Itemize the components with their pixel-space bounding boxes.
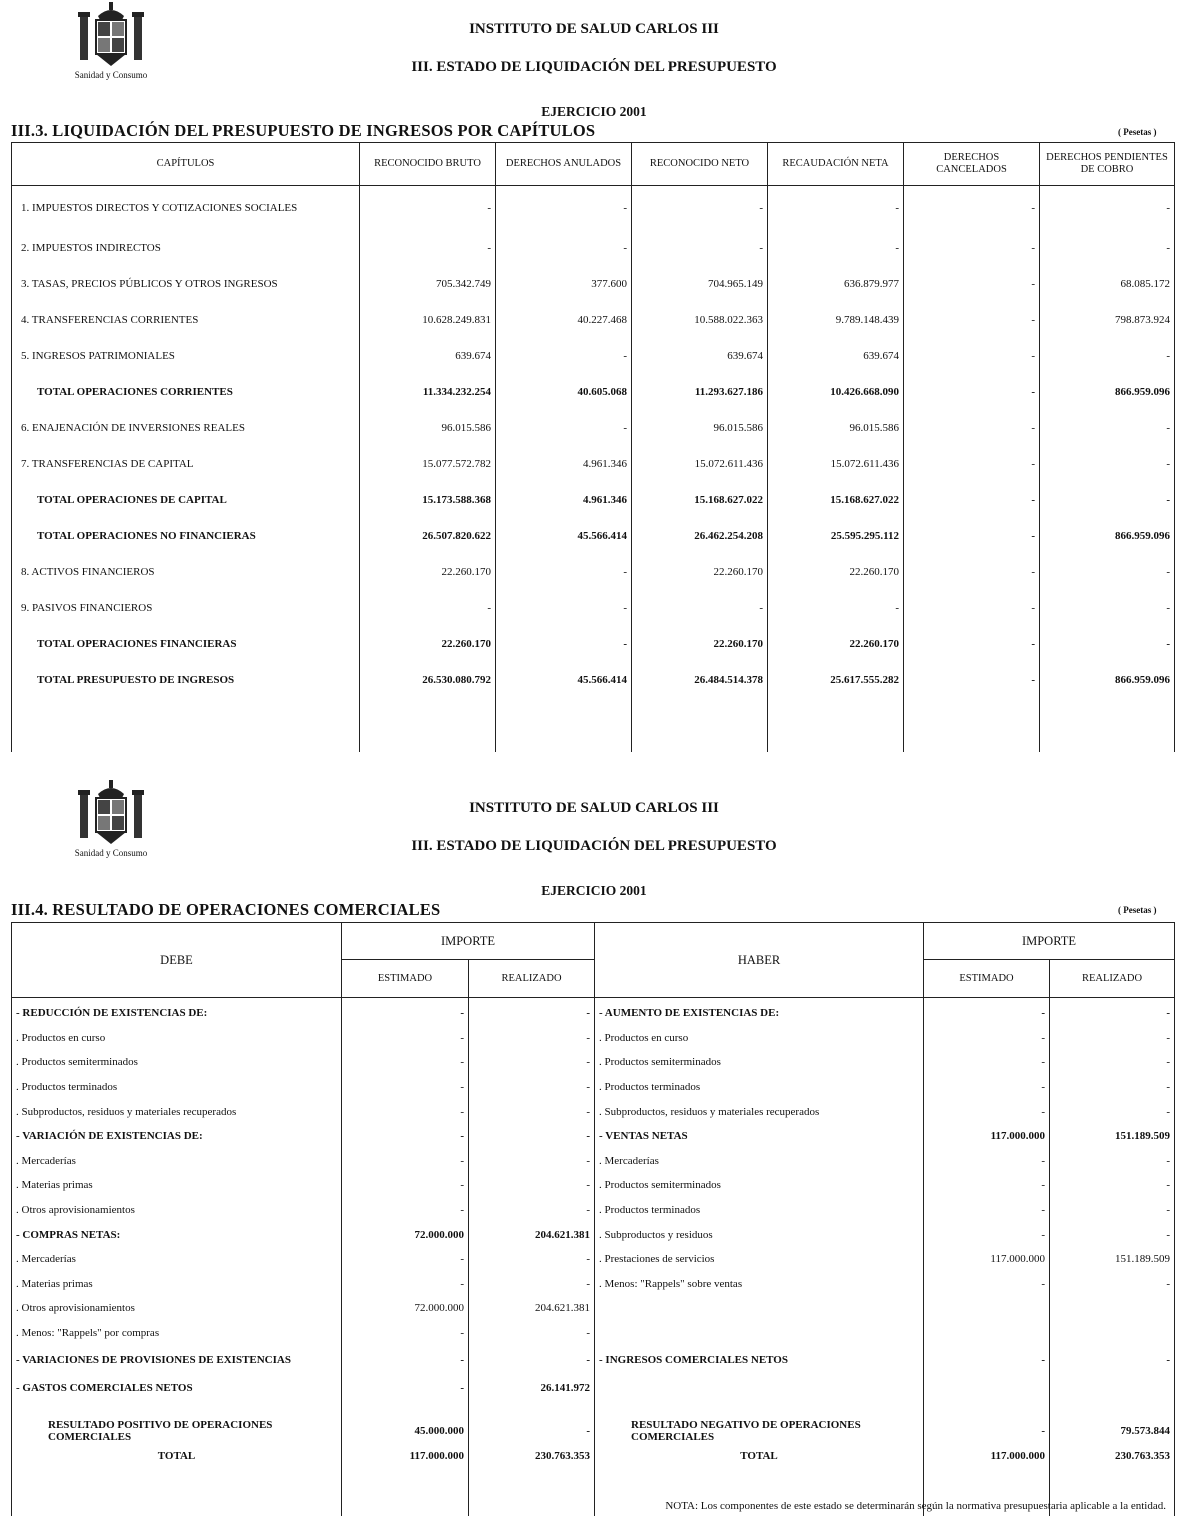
haber-estimado: 117.000.000 [924, 1124, 1050, 1149]
empty-cell [342, 1400, 469, 1412]
cell-neto: 704.965.149 [632, 266, 768, 302]
haber-estimado: - [924, 998, 1050, 1026]
cell-bruto: 26.530.080.792 [360, 662, 496, 698]
row-label: TOTAL OPERACIONES FINANCIERAS [12, 626, 360, 662]
cell-neto: 22.260.170 [632, 554, 768, 590]
cell-anulados: - [496, 590, 632, 626]
haber-realizado: - [1050, 1222, 1175, 1247]
cell-recaudacion: - [768, 590, 904, 626]
cell-neto: 26.462.254.208 [632, 518, 768, 554]
debe-realizado: - [469, 1198, 595, 1223]
haber-realizado: - [1050, 1345, 1175, 1375]
haber-label: - VENTAS NETAS [595, 1124, 924, 1149]
cell-recaudacion: - [768, 230, 904, 266]
row-label: 7. TRANSFERENCIAS DE CAPITAL [12, 446, 360, 482]
table-row [12, 482, 1175, 518]
cell-cancelados: - [904, 662, 1040, 698]
debe-label: . Productos semiterminados [12, 1050, 342, 1075]
cell-anulados: 377.600 [496, 266, 632, 302]
cell-anulados: - [496, 554, 632, 590]
cell-cancelados: - [904, 374, 1040, 410]
table-row [12, 1321, 1175, 1346]
col-header: CAPÍTULOS [12, 143, 360, 186]
cell-bruto: 15.077.572.782 [360, 446, 496, 482]
cell-neto: 26.484.514.378 [632, 662, 768, 698]
table-row [12, 1345, 1175, 1375]
debe-estimado: - [342, 1075, 469, 1100]
row-label: 8. ACTIVOS FINANCIEROS [12, 554, 360, 590]
debe-estimado: - [342, 1198, 469, 1223]
haber-label: . Prestaciones de servicios [595, 1247, 924, 1272]
debe-label: - COMPRAS NETAS: [12, 1222, 342, 1247]
cell-bruto: 96.015.586 [360, 410, 496, 446]
cell-anulados: 40.227.468 [496, 302, 632, 338]
table-row [12, 554, 1175, 590]
debe-label: . Productos en curso [12, 1026, 342, 1051]
table-row [12, 186, 1175, 231]
debe-realizado: - [469, 998, 595, 1026]
col-header: RECONOCIDO BRUTO [360, 143, 496, 186]
haber-estimado: - [924, 1272, 1050, 1297]
cell-bruto: - [360, 590, 496, 626]
row-label: 2. IMPUESTOS INDIRECTOS [12, 230, 360, 266]
cell-anulados: - [496, 410, 632, 446]
debe-estimado: - [342, 1321, 469, 1346]
debe-label: - REDUCCIÓN DE EXISTENCIAS DE: [12, 998, 342, 1026]
institute-title: INSTITUTO DE SALUD CARLOS III [469, 21, 719, 37]
debe-label: TOTAL [12, 1450, 342, 1470]
haber-label: - INGRESOS COMERCIALES NETOS [595, 1345, 924, 1375]
row-label: TOTAL OPERACIONES NO FINANCIERAS [12, 518, 360, 554]
table-row [12, 1296, 1175, 1321]
cell-cancelados: - [904, 302, 1040, 338]
cell-recaudacion: 22.260.170 [768, 554, 904, 590]
debe-estimado: - [342, 1272, 469, 1297]
cell-pendientes: - [1040, 446, 1175, 482]
debe-estimado: - [342, 1026, 469, 1051]
empty-cell [469, 1400, 595, 1412]
haber-label: . Productos semiterminados [595, 1173, 924, 1198]
empty-cell [924, 1400, 1050, 1412]
spacer-row [12, 1400, 1175, 1412]
cell-pendientes: 866.959.096 [1040, 662, 1175, 698]
cell-cancelados: - [904, 338, 1040, 374]
cell-neto: 15.072.611.436 [632, 446, 768, 482]
debe-label: - VARIACIÓN DE EXISTENCIAS DE: [12, 1124, 342, 1149]
haber-label: TOTAL [595, 1450, 924, 1470]
haber-estimado: - [924, 1412, 1050, 1450]
empty-cell [12, 698, 360, 752]
col-header: DERECHOS PENDIENTES DE COBRO [1040, 143, 1175, 186]
haber-realizado: - [1050, 1149, 1175, 1174]
haber-estimado: - [924, 1198, 1050, 1223]
debe-estimado: - [342, 1050, 469, 1075]
logo-caption: Sanidad y Consumo [74, 70, 148, 80]
haber-estimado: 117.000.000 [924, 1450, 1050, 1470]
row-label: TOTAL OPERACIONES CORRIENTES [12, 374, 360, 410]
cell-pendientes: - [1040, 410, 1175, 446]
haber-label [595, 1375, 924, 1400]
haber-label: . Productos terminados [595, 1075, 924, 1100]
haber-estimado: - [924, 1149, 1050, 1174]
row-label: 3. TASAS, PRECIOS PÚBLICOS Y OTROS INGRESOS [12, 266, 360, 302]
table-row [12, 590, 1175, 626]
haber-realizado: - [1050, 1173, 1175, 1198]
haber-label: . Mercaderías [595, 1149, 924, 1174]
col-header: RECONOCIDO NETO [632, 143, 768, 186]
haber-estimado: - [924, 1075, 1050, 1100]
table-row [12, 1375, 1175, 1400]
empty-cell [904, 698, 1040, 752]
haber-realizado [1050, 1321, 1175, 1346]
debe-label: . Otros aprovisionamientos [12, 1296, 342, 1321]
cell-pendientes: - [1040, 230, 1175, 266]
cell-bruto: 705.342.749 [360, 266, 496, 302]
cell-anulados: - [496, 230, 632, 266]
exercise-year: EJERCICIO 2001 [541, 104, 647, 119]
cell-cancelados: - [904, 482, 1040, 518]
table-row [12, 338, 1175, 374]
cell-recaudacion: 639.674 [768, 338, 904, 374]
footnote: NOTA: Los componentes de este estado se determinarán según la normativa presupuestaria aplicable a la entidad. [665, 1500, 1166, 1512]
table-row [12, 1026, 1175, 1051]
debe-estimado: 45.000.000 [342, 1412, 469, 1450]
debe-estimado: - [342, 1375, 469, 1400]
debe-realizado: - [469, 1099, 595, 1124]
table-row [12, 1222, 1175, 1247]
haber-estimado [924, 1321, 1050, 1346]
realizado-header: REALIZADO [469, 960, 595, 998]
table-row [12, 518, 1175, 554]
haber-realizado: 151.189.509 [1050, 1124, 1175, 1149]
cell-cancelados: - [904, 554, 1040, 590]
cell-anulados: 45.566.414 [496, 662, 632, 698]
haber-label: . Productos en curso [595, 1026, 924, 1051]
haber-label: . Productos semiterminados [595, 1050, 924, 1075]
debe-estimado: - [342, 1099, 469, 1124]
debe-realizado: 26.141.972 [469, 1375, 595, 1400]
income-by-chapters-table [11, 142, 1175, 752]
empty-cell [1040, 698, 1175, 752]
cell-bruto: 15.173.588.368 [360, 482, 496, 518]
cell-anulados: 4.961.346 [496, 482, 632, 518]
haber-label: . Subproductos y residuos [595, 1222, 924, 1247]
cell-neto: 11.293.627.186 [632, 374, 768, 410]
cell-recaudacion: 15.168.627.022 [768, 482, 904, 518]
table-row [12, 1173, 1175, 1198]
cell-anulados: 4.961.346 [496, 446, 632, 482]
cell-anulados: 45.566.414 [496, 518, 632, 554]
empty-cell [469, 1470, 595, 1516]
cell-bruto: - [360, 230, 496, 266]
cell-cancelados: - [904, 626, 1040, 662]
cell-anulados: 40.605.068 [496, 374, 632, 410]
haber-estimado: - [924, 1173, 1050, 1198]
cell-bruto: 10.628.249.831 [360, 302, 496, 338]
cell-recaudacion: 25.595.295.112 [768, 518, 904, 554]
haber-estimado: - [924, 1026, 1050, 1051]
debe-label: . Subproductos, residuos y materiales recuperados [12, 1099, 342, 1124]
table-row [12, 1050, 1175, 1075]
debe-estimado: - [342, 1173, 469, 1198]
commercial-operations-table [11, 922, 1175, 1516]
exercise-year-2: EJERCICIO 2001 [541, 883, 647, 898]
cell-cancelados: - [904, 230, 1040, 266]
importe-header-haber: IMPORTE [924, 923, 1175, 960]
haber-estimado: - [924, 1222, 1050, 1247]
estimado-header: ESTIMADO [924, 960, 1050, 998]
cell-recaudacion: 10.426.668.090 [768, 374, 904, 410]
empty-cell [595, 1400, 924, 1412]
haber-estimado [924, 1375, 1050, 1400]
cell-recaudacion: 9.789.148.439 [768, 302, 904, 338]
debe-label: . Otros aprovisionamientos [12, 1198, 342, 1223]
empty-cell [768, 698, 904, 752]
currency-unit: ( Pesetas ) [1118, 127, 1157, 137]
haber-estimado [924, 1296, 1050, 1321]
table-row [12, 1149, 1175, 1174]
cell-cancelados: - [904, 590, 1040, 626]
debe-realizado: - [469, 1026, 595, 1051]
table-row [12, 1450, 1175, 1470]
cell-pendientes: - [1040, 626, 1175, 662]
cell-recaudacion: 15.072.611.436 [768, 446, 904, 482]
cell-neto: 22.260.170 [632, 626, 768, 662]
row-label: 4. TRANSFERENCIAS CORRIENTES [12, 302, 360, 338]
table-row [12, 1124, 1175, 1149]
haber-realizado: - [1050, 1272, 1175, 1297]
haber-estimado: - [924, 1050, 1050, 1075]
haber-estimado: - [924, 1345, 1050, 1375]
haber-label [595, 1321, 924, 1346]
debe-estimado: - [342, 1149, 469, 1174]
cell-recaudacion: 25.617.555.282 [768, 662, 904, 698]
cell-recaudacion: 22.260.170 [768, 626, 904, 662]
cell-bruto: 11.334.232.254 [360, 374, 496, 410]
haber-label [595, 1296, 924, 1321]
row-label: 1. IMPUESTOS DIRECTOS Y COTIZACIONES SOCIALES [12, 186, 360, 231]
haber-realizado: - [1050, 1099, 1175, 1124]
debe-header: DEBE [12, 923, 342, 998]
haber-label: . Productos terminados [595, 1198, 924, 1223]
importe-header-debe: IMPORTE [342, 923, 595, 960]
institute-title-2: INSTITUTO DE SALUD CARLOS III [469, 800, 719, 816]
debe-label: - VARIACIONES DE PROVISIONES DE EXISTENCIAS [12, 1345, 342, 1375]
haber-realizado [1050, 1296, 1175, 1321]
empty-cell [496, 698, 632, 752]
debe-label: . Productos terminados [12, 1075, 342, 1100]
haber-estimado: 117.000.000 [924, 1247, 1050, 1272]
empty-cell [12, 1400, 342, 1412]
table-row [12, 374, 1175, 410]
table-row [12, 1412, 1175, 1450]
cell-recaudacion: - [768, 186, 904, 231]
cell-anulados: - [496, 626, 632, 662]
debe-realizado: - [469, 1247, 595, 1272]
cell-cancelados: - [904, 518, 1040, 554]
debe-label: . Materias primas [12, 1272, 342, 1297]
empty-cell [342, 1470, 469, 1516]
haber-realizado: 230.763.353 [1050, 1450, 1175, 1470]
section-title-2: III.4. RESULTADO DE OPERACIONES COMERCIALES [11, 900, 441, 919]
debe-estimado: - [342, 998, 469, 1026]
table-row [12, 1272, 1175, 1297]
debe-realizado: 230.763.353 [469, 1450, 595, 1470]
cell-neto: - [632, 186, 768, 231]
debe-label: RESULTADO POSITIVO DE OPERACIONES COMERCIALES [12, 1412, 342, 1450]
cell-cancelados: - [904, 446, 1040, 482]
logo-caption: Sanidad y Consumo [74, 848, 148, 858]
table-row [12, 626, 1175, 662]
haber-header: HABER [595, 923, 924, 998]
cell-bruto: - [360, 186, 496, 231]
cell-anulados: - [496, 338, 632, 374]
cell-pendientes: 866.959.096 [1040, 374, 1175, 410]
cell-anulados: - [496, 186, 632, 231]
estimado-header: ESTIMADO [342, 960, 469, 998]
cell-recaudacion: 636.879.977 [768, 266, 904, 302]
cell-pendientes: - [1040, 554, 1175, 590]
haber-label: - AUMENTO DE EXISTENCIAS DE: [595, 998, 924, 1026]
debe-realizado: - [469, 1412, 595, 1450]
realizado-header: REALIZADO [1050, 960, 1175, 998]
haber-label: RESULTADO NEGATIVO DE OPERACIONES COMERCIALES [595, 1412, 924, 1450]
haber-realizado: 151.189.509 [1050, 1247, 1175, 1272]
haber-label: . Subproductos, residuos y materiales recuperados [595, 1099, 924, 1124]
debe-estimado: - [342, 1247, 469, 1272]
table-row [12, 1247, 1175, 1272]
debe-label: . Mercaderías [12, 1149, 342, 1174]
table-row [12, 1075, 1175, 1100]
debe-label: . Materias primas [12, 1173, 342, 1198]
debe-label: - GASTOS COMERCIALES NETOS [12, 1375, 342, 1400]
cell-neto: 10.588.022.363 [632, 302, 768, 338]
cell-bruto: 26.507.820.622 [360, 518, 496, 554]
debe-realizado: - [469, 1272, 595, 1297]
col-header: DERECHOS CANCELADOS [904, 143, 1040, 186]
debe-estimado: 72.000.000 [342, 1222, 469, 1247]
row-label: 9. PASIVOS FINANCIEROS [12, 590, 360, 626]
cell-pendientes: 68.085.172 [1040, 266, 1175, 302]
debe-estimado: - [342, 1124, 469, 1149]
cell-pendientes: - [1040, 186, 1175, 231]
debe-realizado: - [469, 1345, 595, 1375]
debe-estimado: 72.000.000 [342, 1296, 469, 1321]
debe-realizado: - [469, 1075, 595, 1100]
cell-bruto: 22.260.170 [360, 626, 496, 662]
row-label: TOTAL PRESUPUESTO DE INGRESOS [12, 662, 360, 698]
cell-cancelados: - [904, 410, 1040, 446]
table-row [12, 230, 1175, 266]
debe-realizado: - [469, 1124, 595, 1149]
empty-cell [360, 698, 496, 752]
haber-realizado: - [1050, 1075, 1175, 1100]
cell-neto: 639.674 [632, 338, 768, 374]
row-label: 6. ENAJENACIÓN DE INVERSIONES REALES [12, 410, 360, 446]
col-header: DERECHOS ANULADOS [496, 143, 632, 186]
cell-pendientes: 866.959.096 [1040, 518, 1175, 554]
currency-unit-2: ( Pesetas ) [1118, 905, 1157, 915]
section-title: III.3. LIQUIDACIÓN DEL PRESUPUESTO DE INGRESOS POR CAPÍTULOS [11, 121, 596, 140]
haber-estimado: - [924, 1099, 1050, 1124]
debe-label: . Mercaderías [12, 1247, 342, 1272]
empty-cell [632, 698, 768, 752]
haber-realizado: - [1050, 1050, 1175, 1075]
table-row [12, 1099, 1175, 1124]
statement-title: III. ESTADO DE LIQUIDACIÓN DEL PRESUPUESTO [411, 59, 777, 75]
debe-estimado: - [342, 1345, 469, 1375]
table-row [12, 410, 1175, 446]
table-row [12, 998, 1175, 1026]
table-row [12, 662, 1175, 698]
cell-bruto: 22.260.170 [360, 554, 496, 590]
debe-realizado: 204.621.381 [469, 1222, 595, 1247]
cell-neto: 15.168.627.022 [632, 482, 768, 518]
cell-pendientes: 798.873.924 [1040, 302, 1175, 338]
haber-label: . Menos: "Rappels" sobre ventas [595, 1272, 924, 1297]
cell-bruto: 639.674 [360, 338, 496, 374]
cell-cancelados: - [904, 186, 1040, 231]
cell-pendientes: - [1040, 338, 1175, 374]
debe-estimado: 117.000.000 [342, 1450, 469, 1470]
haber-realizado [1050, 1375, 1175, 1400]
table-row [12, 1198, 1175, 1223]
cell-recaudacion: 96.015.586 [768, 410, 904, 446]
row-label: TOTAL OPERACIONES DE CAPITAL [12, 482, 360, 518]
statement-title-2: III. ESTADO DE LIQUIDACIÓN DEL PRESUPUESTO [411, 838, 777, 854]
cell-cancelados: - [904, 266, 1040, 302]
table-row [12, 266, 1175, 302]
haber-realizado: - [1050, 1198, 1175, 1223]
table-header-row [12, 143, 1175, 186]
debe-realizado: - [469, 1173, 595, 1198]
row-label: 5. INGRESOS PATRIMONIALES [12, 338, 360, 374]
cell-neto: - [632, 590, 768, 626]
haber-realizado: 79.573.844 [1050, 1412, 1175, 1450]
table-row [12, 302, 1175, 338]
haber-realizado: - [1050, 1026, 1175, 1051]
debe-realizado: - [469, 1050, 595, 1075]
debe-realizado: 204.621.381 [469, 1296, 595, 1321]
table-row [12, 446, 1175, 482]
empty-cell [1050, 1400, 1175, 1412]
cell-neto: - [632, 230, 768, 266]
cell-neto: 96.015.586 [632, 410, 768, 446]
empty-cell [12, 1470, 342, 1516]
debe-realizado: - [469, 1321, 595, 1346]
debe-realizado: - [469, 1149, 595, 1174]
filler-row [12, 698, 1175, 752]
col-header: RECAUDACIÓN NETA [768, 143, 904, 186]
cell-pendientes: - [1040, 590, 1175, 626]
debe-label: . Menos: "Rappels" por compras [12, 1321, 342, 1346]
cell-pendientes: - [1040, 482, 1175, 518]
haber-realizado: - [1050, 998, 1175, 1026]
